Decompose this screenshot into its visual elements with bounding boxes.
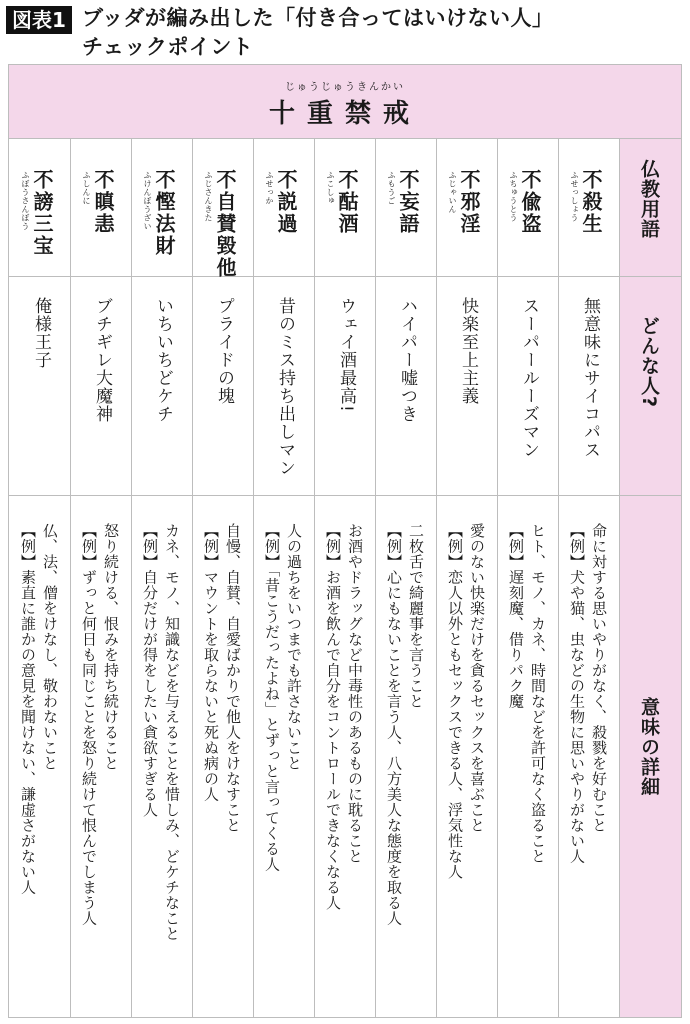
precept-term: 不説過 [274, 169, 298, 235]
precept-example: 【例】「昔こうだったよね」とずっと言ってくる人 [263, 523, 281, 872]
precept-example: 【例】ずっと何日も同じことを怒り続けて恨んでしまう人 [80, 523, 98, 926]
precept-example: 【例】犬や猫、虫などの生物に思いやりがない人 [568, 523, 586, 864]
precept-ruby: ふせっしょう [570, 171, 579, 222]
precept-detail: 仏、法、僧をけなし、敬わないこと [41, 523, 59, 771]
row-header: 仏教用語 [638, 159, 660, 239]
figure-label: 図表1 [6, 6, 72, 34]
column-divider [253, 139, 254, 1017]
precept-term: 不殺生 [579, 169, 603, 235]
row-header: 意味の詳細 [638, 697, 660, 797]
row-divider [9, 276, 681, 277]
precept-ruby: ふぼうさんぼう [21, 171, 30, 231]
row-divider [9, 495, 681, 496]
precept-ruby: ふじさんきた [204, 171, 213, 222]
precept-nickname: プライドの塊 [214, 297, 234, 405]
title-line-1: ブッダが編み出した「付き合ってはいけない人」 [82, 6, 554, 30]
precept-term: 不謗三宝 [30, 169, 54, 257]
precept-detail: 愛のない快楽だけを貪るセックスを喜ぶこと [468, 523, 486, 833]
precept-term: 不瞋恚 [91, 169, 115, 235]
precept-term: 不酤酒 [335, 169, 359, 235]
precept-detail: ヒト、モノ、カネ、時間などを許可なく盗ること [529, 523, 547, 864]
precepts-table [8, 64, 682, 1018]
precept-ruby: ふちゅうとう [509, 171, 518, 222]
precept-term: 不偸盗 [518, 169, 542, 235]
precept-ruby: ふこしゅ [326, 171, 335, 205]
precept-ruby: ふせっか [265, 171, 274, 205]
precept-nickname: 俺様王子 [31, 297, 51, 369]
precept-detail: 自慢、自賛、自愛ばかりで他人をけなすこと [224, 523, 242, 833]
precept-ruby: ふけんぼうざい [143, 171, 152, 231]
precept-nickname: ハイパー嘘つき [397, 297, 417, 423]
column-divider [558, 139, 559, 1017]
column-divider [497, 139, 498, 1017]
precept-example: 【例】マウントを取らないと死ぬ病の人 [202, 523, 220, 802]
column-divider [436, 139, 437, 1017]
precept-nickname: 快楽至上主義 [458, 297, 478, 405]
title-line-2: チェックポイント [82, 35, 254, 59]
precept-term: 不慳法財 [152, 169, 176, 257]
precept-term: 不妄語 [396, 169, 420, 235]
precept-example: 【例】お酒を飲んで自分をコントロールできなくなる人 [324, 523, 342, 911]
precept-detail: 二枚舌で綺麗事を言うこと [407, 523, 425, 709]
precept-example: 【例】心にもないことを言う人、八方美人な態度を取る人 [385, 523, 403, 926]
precept-detail: お酒やドラッグなど中毒性のあるものに耽ること [346, 523, 364, 864]
precept-detail: 怒り続ける、恨みを持ち続けること [102, 523, 120, 771]
row-header-column [619, 139, 681, 1017]
precept-detail: 命に対する思いやりがなく、殺戮を好むこと [590, 523, 608, 833]
column-divider [375, 139, 376, 1017]
table-title-band [9, 65, 681, 139]
precept-detail: 人の過ちをいつまでも許さないこと [285, 523, 303, 771]
precept-example: 【例】恋人以外ともセックスできる人、浮気性な人 [446, 523, 464, 880]
precept-nickname: いちいちどケチ [153, 297, 173, 423]
column-divider [192, 139, 193, 1017]
precept-example: 【例】遅刻魔、借りパク魔 [507, 523, 525, 709]
precept-example: 【例】自分だけが得をしたい貪欲すぎる人 [141, 523, 159, 818]
title-ruby: じゅうじゅうきんかい [285, 82, 405, 93]
precept-nickname: 昔のミス持ち出しマン [275, 297, 295, 477]
column-divider [314, 139, 315, 1017]
precept-term: 不邪淫 [457, 169, 481, 235]
precept-detail: カネ、モノ、知識などを与えることを惜しみ、どケチなこと [163, 523, 181, 942]
page-title [82, 4, 554, 62]
column-divider [131, 139, 132, 1017]
precept-ruby: ふもうご [387, 171, 396, 205]
precept-example: 【例】素直に誰かの意見を聞けない、謙虚さがない人 [19, 523, 37, 895]
precept-ruby: ふじゃいん [448, 171, 457, 214]
row-header: どんな人? [638, 316, 660, 409]
precept-term: 不自賛毀他 [213, 169, 237, 279]
table-title: 十重禁戒 [268, 99, 421, 129]
precept-nickname: ブチギレ大魔神 [92, 297, 112, 423]
precept-nickname: スーパールーズマン [519, 297, 539, 459]
column-divider [70, 139, 71, 1017]
precept-nickname: 無意味にサイコパス [580, 297, 600, 459]
precept-nickname: ウェイ酒最高! [336, 297, 356, 413]
precept-ruby: ふしんに [82, 171, 91, 205]
